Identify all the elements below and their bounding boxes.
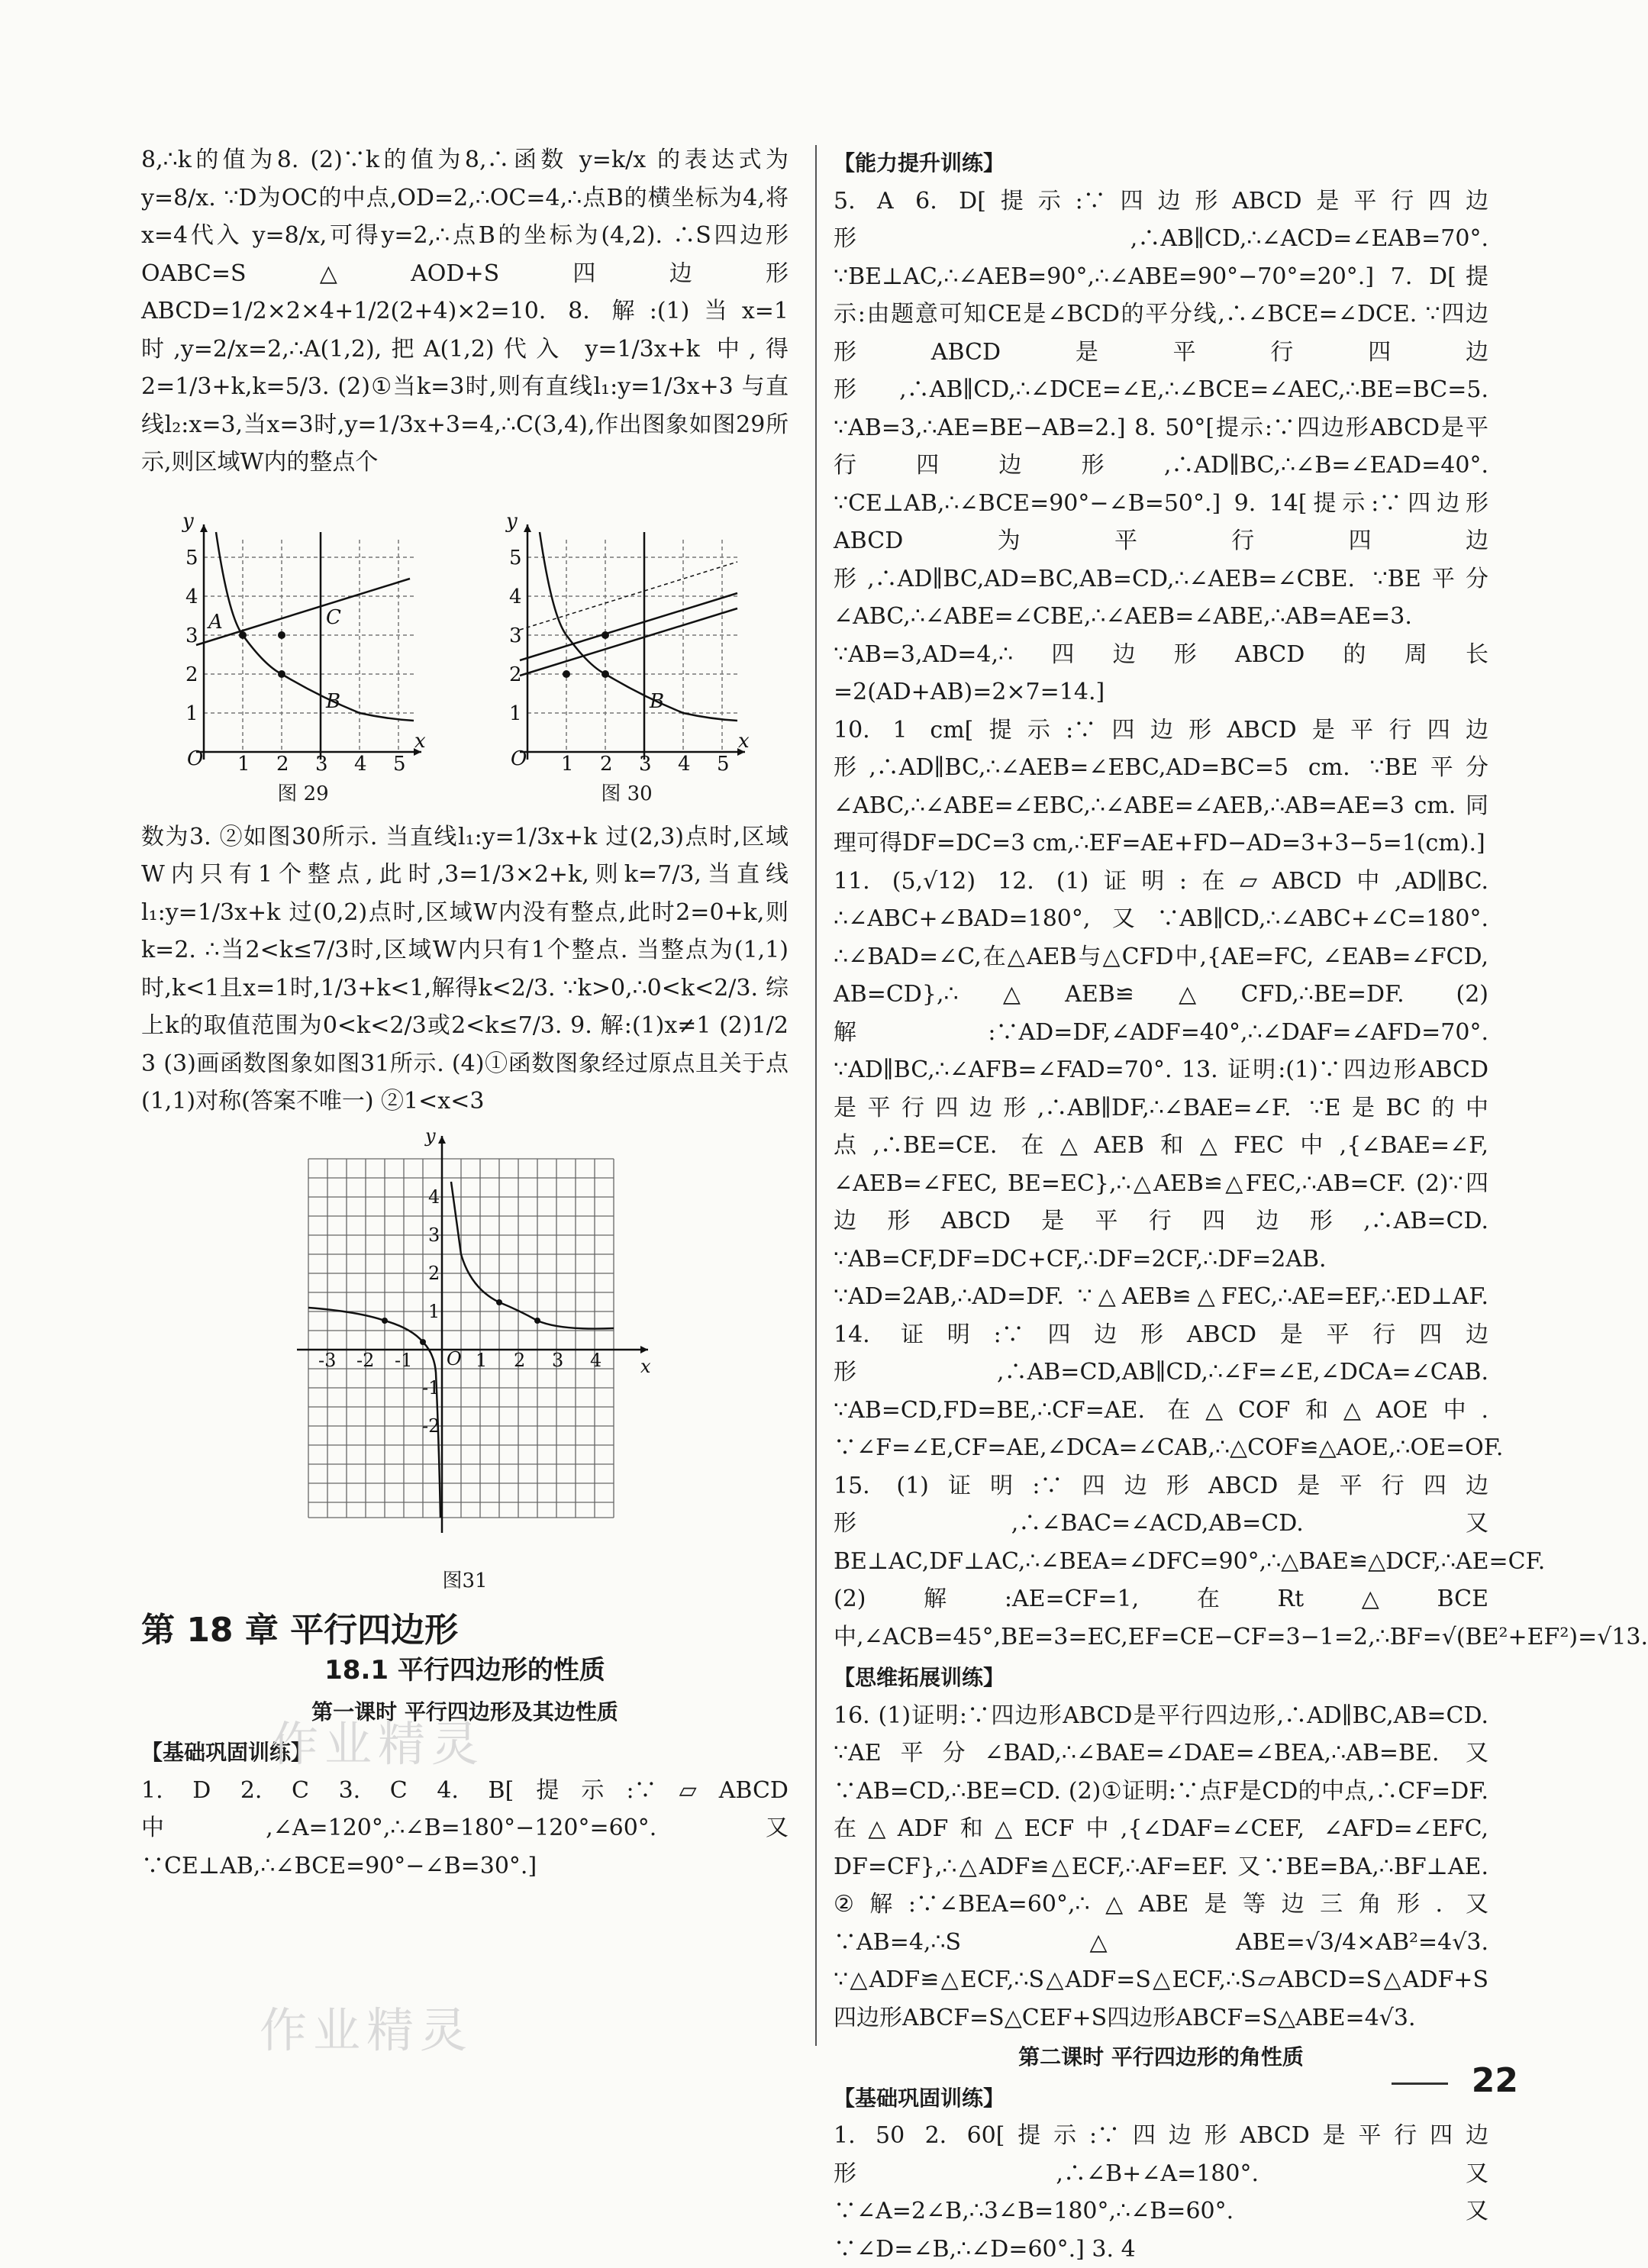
svg-text:4: 4 <box>185 585 198 608</box>
figure-row-29-30 <box>141 486 789 814</box>
svg-text:2: 2 <box>276 752 289 776</box>
svg-text:2: 2 <box>514 1349 526 1371</box>
basic-training-label: 【基础巩固训练】 <box>141 1740 313 1765</box>
watermark-2: 作业精灵 <box>260 2002 474 2058</box>
answer-text-lesson2-1-3: 1. 50 2. 60[提示:∵四边形ABCD是平行四边形,∴∠B+∠A=180°. 又∵∠A=2∠B,∴3∠B=180°,∴∠B=60°. 又∵∠D=∠B,∴∠D=60°.] 3. 4 <box>834 2122 1488 2263</box>
thinking-training-label: 【思维拓展训练】 <box>834 1665 1005 1690</box>
answer-text-16: 16. (1)证明:∵四边形ABCD是平行四边形,∴AD∥BC,AB=CD. ∵AE平分∠BAD,∴∠BAE=∠DAE=∠BEA,∴AB=BE. 又∵AB=CD,∴BE=CD. (2)①证明:∵点F是CD的中点,∴CF=DF. 在△ADF和△ECF中,{∠DAF=∠CEF, ∠AFD=∠EFC, DF=CF},∴△ADF≌△ECF,∴AF=EF. 又∵BE=BA,∴BF⊥AE. ②解:∵∠BEA=60°,∴△ABE是等边三角形. 又∵AB=4,∴S△ABE=√3/4×AB²=4√3. ∵△ADF≌△ECF,∴S△ADF=S△ECF,∴S▱ABCD=S△ADF+S四边形ABCF=S△CEF+S四边形ABCF=S△ABE=4√3. <box>834 1702 1488 2031</box>
lesson-title: 第一课时 平行四边形及其边性质 <box>311 1699 618 1724</box>
svg-text:2: 2 <box>600 752 613 776</box>
svg-text:y: y <box>506 509 518 533</box>
figure-30 <box>489 486 764 814</box>
svg-text:2: 2 <box>185 663 198 686</box>
svg-text:3: 3 <box>185 624 198 647</box>
svg-text:5: 5 <box>185 546 198 569</box>
svg-text:5: 5 <box>393 752 406 776</box>
svg-text:O: O <box>187 747 204 770</box>
svg-text:-1: -1 <box>395 1349 413 1371</box>
svg-text:A: A <box>208 610 223 634</box>
svg-text:1: 1 <box>428 1300 440 1322</box>
svg-text:3: 3 <box>552 1349 564 1371</box>
svg-text:4: 4 <box>590 1349 602 1371</box>
svg-text:4: 4 <box>428 1186 440 1208</box>
watermark: 作业精灵 <box>271 1716 485 1772</box>
svg-text:1: 1 <box>509 702 522 725</box>
svg-text:y: y <box>425 1124 436 1147</box>
svg-text:x: x <box>640 1355 651 1377</box>
svg-text:4: 4 <box>509 585 522 608</box>
basic-training-label-2: 【基础巩固训练】 <box>834 2085 1005 2111</box>
figure-29 <box>166 486 440 814</box>
answer-text-7-8: 8,∴k的值为8. (2)∵k的值为8,∴函数 y=k/x 的表达式为 y=8/x. ∵D为OC的中点,OD=2,∴OC=4,∴点B的横坐标为4,将x=4代入 y=8/x,可得y=2,∴点B的坐标为(4,2). ∴S四边形OABC=S△AOD+S四边形ABCD=1/2×2×4+1/2(2+4)×2=10. 8. 解:(1)当x=1时,y=2/x=2,∴A(1,2),把A(1,2)代入 y=1/3x+k 中,得 2=1/3+k,k=5/3. (2)①当k=3时,则有直线l₁:y=1/3x+3 与直线l₂:x=3,当x=3时,y=1/3x+3=4,∴C(3,4),作出图象如图29所示,则区域W内的整点个 <box>141 147 789 476</box>
svg-text:O: O <box>447 1347 462 1370</box>
svg-text:-2: -2 <box>422 1415 440 1437</box>
svg-text:4: 4 <box>678 752 691 776</box>
section-title: 18.1 平行四边形的性质 <box>324 1655 605 1686</box>
answer-text-5-9: 5. A 6. D[提示:∵四边形ABCD是平行四边形,∴AB∥CD,∴∠ACD=∠EAB=70°. ∵BE⊥AC,∴∠AEB=90°,∴∠ABE=90°−70°=20°.] 7. D[提示:由题意可知CE是∠BCD的平分线,∴∠BCE=∠DCE. ∵四边形ABCD是平行四边形,∴AB∥CD,∴∠DCE=∠E,∴∠BCE=∠AEC,∴BE=BC=5. ∵AB=3,∴AE=BE−AB=2.] 8. 50°[提示:∵四边形ABCD是平行四边形,∴AD∥BC,∴∠B=∠EAD=40°. ∵CE⊥AB,∴∠BCE=90°−∠B=50°.] 9. 14[提示:∵四边形ABCD为平行四边形,∴AD∥BC,AD=BC,AB=CD,∴∠AEB=∠CBE. ∵BE平分∠ABC,∴∠ABE=∠CBE,∴∠AEB=∠ABE,∴AB=AE=3. ∵AB=3,AD=4,∴四边形ABCD的周长=2(AD+AB)=2×7=14.] <box>834 187 1488 705</box>
page-number-rule <box>1392 2082 1448 2085</box>
svg-text:1: 1 <box>185 702 198 725</box>
svg-text:3: 3 <box>315 752 328 776</box>
svg-text:1: 1 <box>476 1349 488 1371</box>
svg-text:-2: -2 <box>356 1349 375 1371</box>
answer-text-11-15: 11. (5,√12) 12. (1)证明:在▱ABCD中,AD∥BC. ∴∠ABC+∠BAD=180°,又∵AB∥CD,∴∠ABC+∠C=180°. ∴∠BAD=∠C,在△AEB与△CFD中,{AE=FC, ∠EAB=∠FCD, AB=CD},∴△AEB≌△CFD,∴BE=DF. (2)解:∵AD=DF,∠ADF=40°,∴∠DAF=∠AFD=70°. ∵AD∥BC,∴∠AFB=∠FAD=70°. 13. 证明:(1)∵四边形ABCD是平行四边形,∴AB∥DF,∴∠BAE=∠F. ∵E是BC的中点,∴BE=CE. 在△AEB和△FEC中,{∠BAE=∠F, ∠AEB=∠FEC, BE=EC},∴△AEB≌△FEC,∴AB=CF. (2)∵四边形ABCD是平行四边形,∴AB=CD. ∵AB=CF,DF=DC+CF,∴DF=2CF,∴DF=2AB. ∵AD=2AB,∴AD=DF. ∵△AEB≌△FEC,∴AE=EF,∴ED⊥AF. 14. 证明:∵四边形ABCD是平行四边形,∴AB=CD,AB∥CD,∴∠F=∠E,∠DCA=∠CAB. ∵AB=CD,FD=BE,∴CF=AE. 在△COF和△AOE中. ∵∠F=∠E,CF=AE,∠DCA=∠CAB,∴△COF≌△AOE,∴OE=OF. 15. (1)证明:∵四边形ABCD是平行四边形,∴∠BAC=∠ACD,AB=CD. 又BE⊥AC,DF⊥AC,∴∠BEA=∠DFC=90°,∴△BAE≌△DCF,∴AE=CF. (2)解:AE=CF=1,在Rt△BCE中,∠ACB=45°,BE=3=EC,EF=CE−CF=3−1=2,∴BF=√(BE²+EF²)=√13. <box>834 867 1648 1650</box>
lesson-2-title: 第二课时 平行四边形的角性质 <box>1018 2044 1304 2070</box>
figure-31 <box>141 1121 789 1601</box>
svg-text:B: B <box>650 689 665 713</box>
chapter-title: 第 18 章 平行四边形 <box>141 1610 459 1650</box>
svg-text:1: 1 <box>237 752 250 776</box>
svg-text:5: 5 <box>717 752 730 776</box>
column-divider <box>815 145 817 2046</box>
figure-29-caption: 图 29 <box>277 782 329 805</box>
svg-text:3: 3 <box>509 624 522 647</box>
answer-text-8-9: 数为3. ②如图30所示. 当直线l₁:y=1/3x+k 过(2,3)点时,区域W内只有1个整点,此时,3=1/3×2+k,则k=7/3,当直线l₁:y=1/3x+k 过(0,2)点时,区域W内没有整点,此时2=0+k,则k=2. ∴当2<k≤7/3时,区域W内只有1个整点. 当整点为(1,1)时,k<1且x=1时,1/3+k<1,解得k<2/3. ∵k>0,∴0<k<2/3. 综上k的取值范围为0<k<2/3或2<k≤7/3. 9. 解:(1)x≠1 (2)1/2 3 (3)画函数图象如图31所示. (4)①函数图象经过原点且关于点(1,1)对称(答案不唯一) ②1<x<3 <box>141 823 789 1115</box>
figure-31-graph <box>266 1121 663 1556</box>
svg-text:x: x <box>738 729 750 753</box>
svg-text:5: 5 <box>509 546 522 569</box>
svg-text:3: 3 <box>428 1224 440 1246</box>
svg-text:y: y <box>182 509 194 533</box>
answer-text-1-4: 1. D 2. C 3. C 4. B[提示:∵▱ABCD中,∠A=120°,∴∠B=180°−120°=60°. 又∵CE⊥AB,∴∠BCE=90°−∠B=30°.] <box>141 1776 789 1879</box>
page-number: 22 <box>1471 2061 1518 2100</box>
svg-text:C: C <box>326 605 341 629</box>
svg-text:-1: -1 <box>422 1376 440 1399</box>
figure-29-graph <box>166 486 440 776</box>
left-column <box>141 141 789 1885</box>
figure-30-caption: 图 30 <box>601 782 653 805</box>
answer-text-10: 10. 1 cm[提示:∵四边形ABCD是平行四边形,∴AD∥BC,∴∠AEB=∠EBC,AD=BC=5 cm. ∵BE平分∠ABC,∴∠ABE=∠EBC,∴∠ABE=∠AEB,∴AB=AE=3 cm. 同理可得DF=DC=3 cm,∴EF=AE+FD−AD=3+3−5=1(cm).] <box>834 716 1488 857</box>
svg-text:O: O <box>511 747 527 770</box>
figure-31-caption: 图31 <box>442 1570 488 1592</box>
svg-text:-3: -3 <box>318 1349 337 1371</box>
ability-training-label: 【能力提升训练】 <box>834 150 1005 176</box>
svg-text:x: x <box>414 729 426 753</box>
svg-text:B: B <box>326 689 341 713</box>
svg-text:4: 4 <box>354 752 367 776</box>
figure-30-graph <box>489 486 764 776</box>
svg-text:1: 1 <box>561 752 574 776</box>
svg-text:2: 2 <box>509 663 522 686</box>
svg-text:2: 2 <box>428 1262 440 1284</box>
svg-text:3: 3 <box>639 752 652 776</box>
